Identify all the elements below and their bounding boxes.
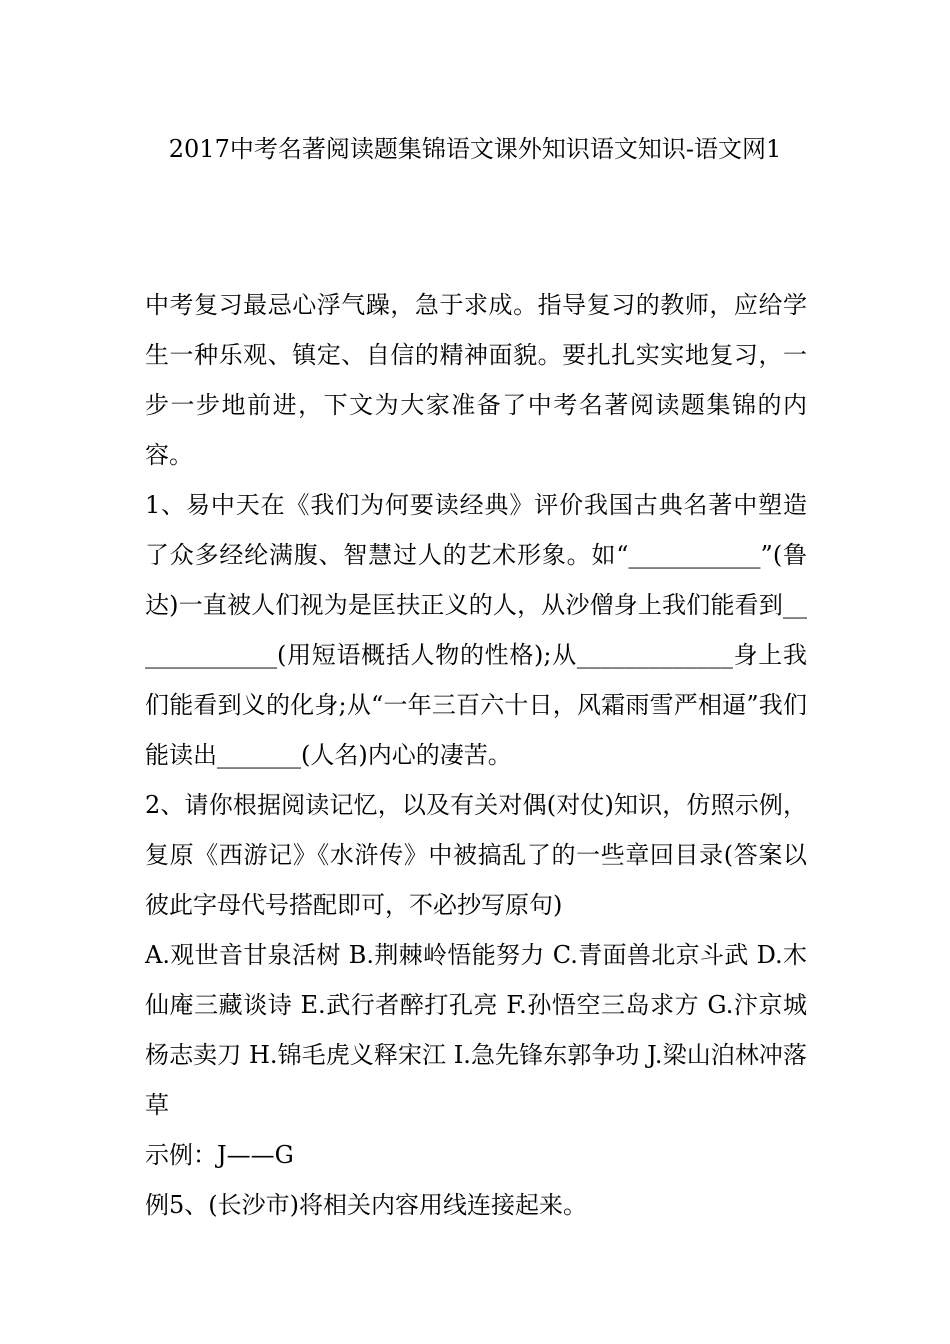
question-2-paragraph: 2、请你根据阅读记忆，以及有关对偶(对仗)知识，仿照示例，复原《西游记》《水浒传》中被搞乱了的一些章回目录(答案以彼此字母代号搭配即可，不必抄写原句)	[145, 791, 807, 919]
options-paragraph: A.观世音甘泉活树 B.荆棘岭悟能努力 C.青面兽北京斗武 D.木仙庵三藏谈诗 E.武行者醉打孔亮 F.孙悟空三岛求方 G.汴京城杨志卖刀 H.锦毛虎义释宋江 I.急先锋东郭争功 J.梁山泊林冲落草	[145, 941, 807, 1119]
intro-paragraph: 中考复习最忌心浮气躁，急于求成。指导复习的教师，应给学生一种乐观、镇定、自信的精神面貌。要扎扎实实地复习，一步一步地前进，下文为大家准备了中考名著阅读题集锦的内容。	[145, 291, 807, 469]
page-title: 2017中考名著阅读题集锦语文课外知识语文知识-语文网1	[168, 135, 782, 163]
question-1-paragraph: 1、易中天在《我们为何要读经典》评价我国古典名著中塑造了众多经纶满腹、智慧过人的艺术形象。如“___________”(鲁达)一直被人们视为是匡扶正义的人，从沙僧身上我们能看到_____________(用短语概括人物的性格);从_____________身上我们能看到义的化身;从“一年三百六十日，风霜雨雪严相逼”我们能读出_______(人名)内心的凄苦。	[145, 491, 807, 769]
document-body	[145, 280, 807, 1230]
question-5-paragraph: 例5、(长沙市)将相关内容用线连接起来。	[145, 1191, 587, 1219]
example-paragraph: 示例：J——G	[145, 1141, 294, 1169]
